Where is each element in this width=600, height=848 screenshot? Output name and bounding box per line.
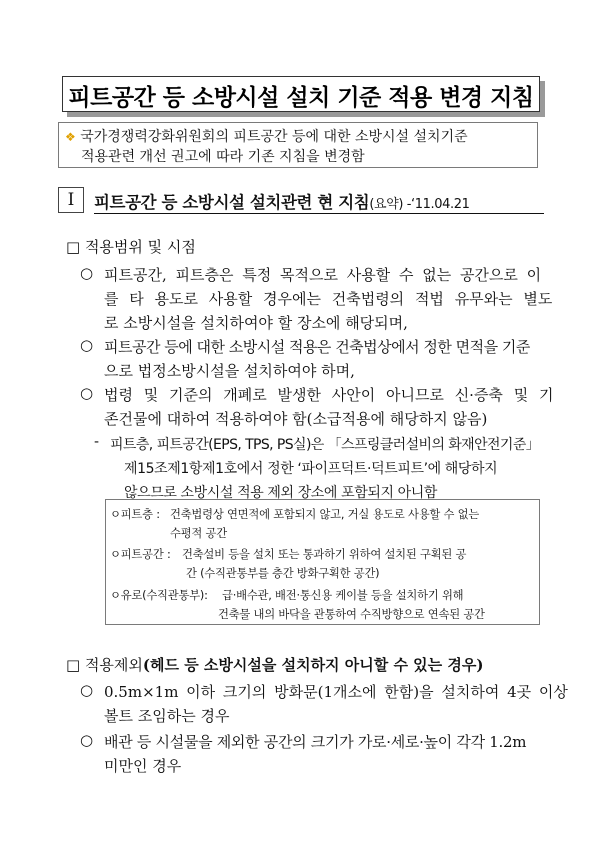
summary-line-2: 적용관련 개선 권고에 따라 기존 지침을 변경함	[81, 149, 365, 165]
exclusion-item-2-line-2: 미만인 경우	[104, 757, 182, 775]
scope-sub-line-3: 않으므로 소방시설 적용 제외 장소에 포함되지 아니함	[124, 485, 438, 501]
exclusion-item-1-marker: ○	[80, 681, 94, 699]
definition-text-pit-floor-1: 건축법령상 연면적에 포함되지 않고, 거실 용도로 사용할 수 없는	[170, 508, 480, 521]
definition-text-flow-path-2: 건축물 내의 바닥을 관통하여 수직방향으로 연속된 공간	[218, 608, 485, 621]
scope-sub-line-1: 피트층, 피트공간(EPS, TPS, PS실)은 「스프링클러설비의 화재안전기준」	[110, 437, 540, 453]
exclusion-item-2-line-1: 배관 등 시설물을 제외한 공간의 크기가 가로·세로·높이 각각 1.2m	[104, 733, 527, 751]
exclusion-item-1-line-2: 볼트 조임하는 경우	[104, 707, 230, 725]
exclusion-heading-note: (헤드 등 소방시설을 설치하지 아니할 수 있는 경우)	[142, 656, 484, 674]
definition-text-pit-floor-2: 수평적 공간	[170, 527, 227, 540]
definition-label-pit-space: ㅇ피트공간 :	[110, 548, 171, 561]
scope-item-2-marker: ○	[80, 336, 94, 354]
scope-item-1-line-2: 를 타 용도로 사용할 경우에는 건축법령의 적법 유무와는 별도	[104, 290, 553, 308]
scope-heading: □ 적용범위 및 시점	[66, 238, 196, 256]
scope-item-3-marker: ○	[80, 384, 94, 402]
scope-item-1-line-1: 피트공간, 피트층은 특정 목적으로 사용할 수 없는 공간으로 이	[104, 266, 542, 284]
scope-item-1-line-3: 로 소방시설을 설치하여야 할 장소에 해당되며,	[104, 314, 408, 332]
diamond-bullet-icon: ❖	[65, 130, 76, 144]
definition-text-flow-path-1: 급·배수관, 배전·통신용 케이블 등을 설치하기 위해	[222, 589, 464, 602]
definition-text-pit-space-1: 건축설비 등을 설치 또는 통과하기 위하여 설치된 구획된 공	[182, 548, 467, 561]
scope-item-3-line-2: 존건물에 대하여 적용하여야 함(소급적용에 해당하지 않음)	[104, 410, 488, 428]
scope-item-1-marker: ○	[80, 264, 94, 282]
page-title: 피트공간 등 소방시설 설치 기준 적용 변경 지침	[68, 85, 534, 111]
exclusion-item-2-marker: ○	[80, 731, 94, 749]
scope-item-2-line-1: 피트공간 등에 대한 소방시설 적용은 건축법상에서 정한 면적을 기준	[104, 338, 530, 356]
exclusion-heading: □ 적용제외(헤드 등 소방시설을 설치하지 아니할 수 있는 경우)	[66, 656, 484, 674]
scope-sub-marker: -	[94, 434, 100, 450]
section-title: 피트공간 등 소방시설 설치관련 현 지침(요약) -‘11.04.21	[94, 193, 470, 212]
scope-item-2-line-2: 으로 법정소방시설을 설치하여야 하며,	[104, 362, 355, 380]
section-number: Ⅰ	[58, 187, 84, 213]
summary-line-1: ❖ 국가경쟁력강화위원회의 피트공간 등에 대한 소방시설 설치기준	[65, 129, 468, 145]
summary-box	[58, 122, 538, 168]
section-date: -‘11.04.21	[403, 197, 470, 212]
definition-label-pit-floor: ㅇ피트층 :	[110, 508, 160, 521]
definition-label-flow-path: ㅇ유로(수직관통부):	[110, 589, 208, 602]
definitions-box	[105, 499, 540, 625]
section-divider	[94, 213, 544, 214]
title-box	[62, 76, 540, 112]
section-title-note: (요약)	[369, 197, 404, 212]
scope-item-3-line-1: 법령 및 기준의 개폐로 발생한 사안이 아니므로 신·증축 및 기	[104, 386, 554, 404]
scope-sub-line-2: 제15조제1항제1호에서 정한 ‘파이프덕트·덕트피트’에 해당하지	[124, 461, 498, 477]
definition-text-pit-space-2: 간 (수직관통부를 층간 방화구획한 공간)	[186, 567, 380, 580]
exclusion-item-1-line-1: 0.5m×1m 이하 크기의 방화문(1개소에 한함)을 설치하여 4곳 이상	[104, 683, 568, 701]
